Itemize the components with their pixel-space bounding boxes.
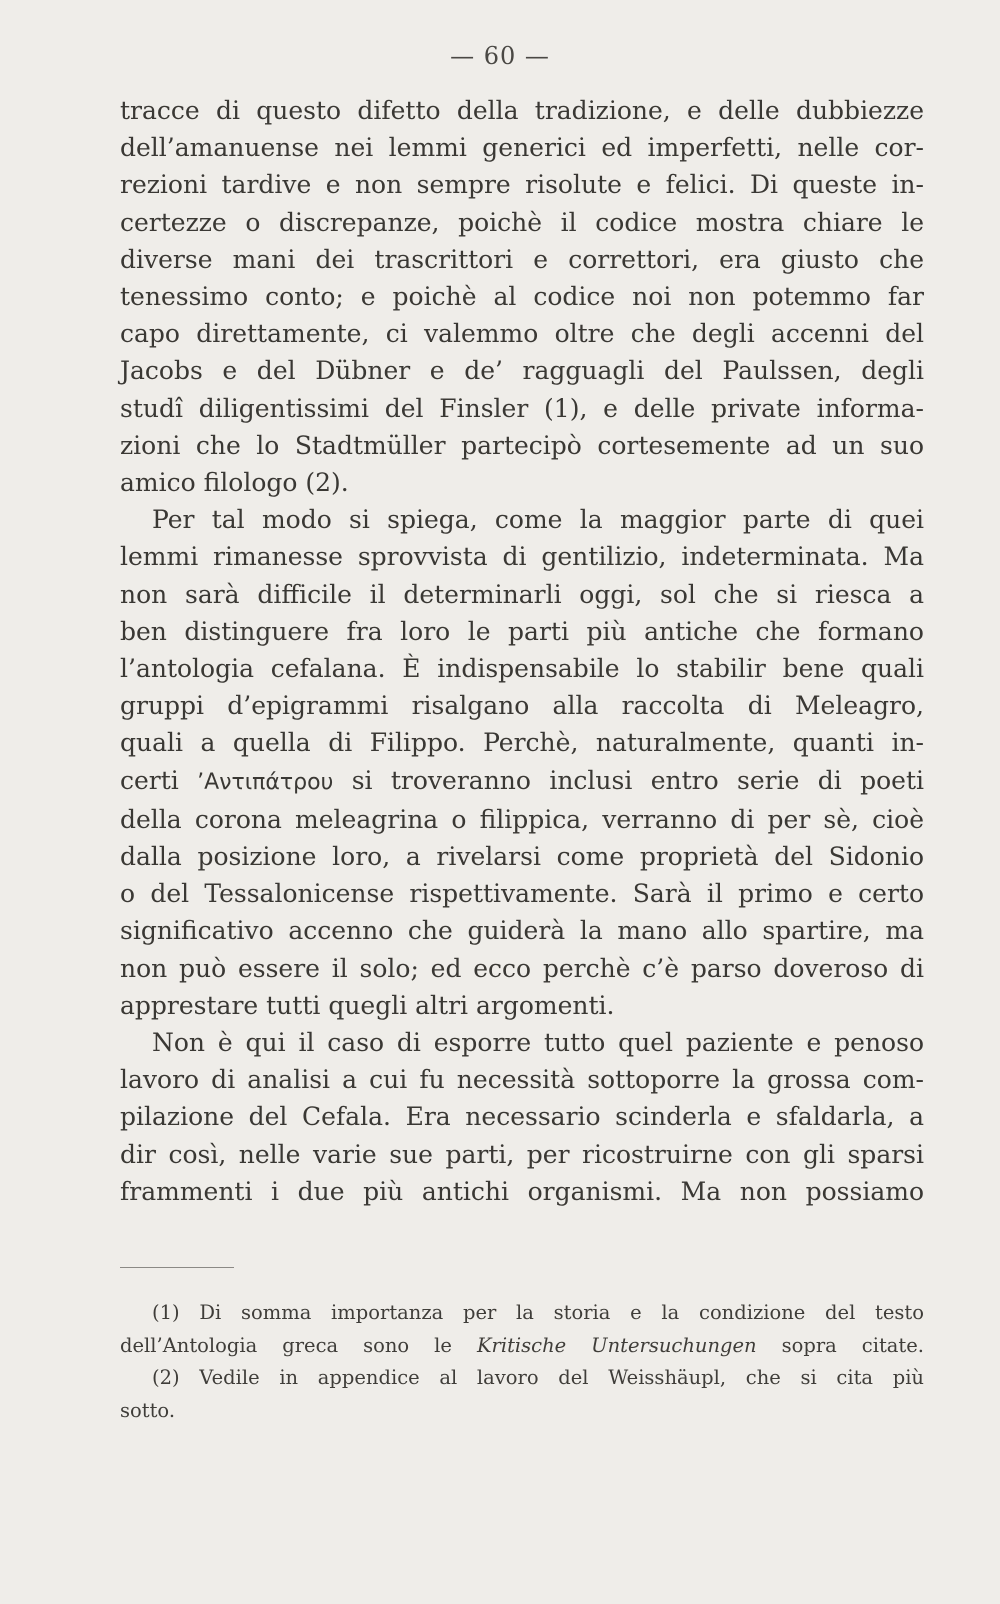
text-line: studî diligentissimi del Finsler (1), e delle private informa- xyxy=(120,393,924,423)
text-line: rezioni tardive e non sempre risolute e felici. Di queste in- xyxy=(120,170,924,200)
text-line: ben distinguere fra loro le parti più antiche che formano xyxy=(120,616,924,646)
footnote-2-line: (2) Vedile in appendice al lavoro del Weisshäupl, che si cita più xyxy=(152,1366,924,1389)
text-line: lemmi rimanesse sprovvista di gentilizio, indeterminata. Ma xyxy=(120,542,924,572)
text-segment: si troveranno inclusi entro serie di poeti xyxy=(333,765,924,795)
text-line: frammenti i due più antichi organismi. Ma non possiamo xyxy=(120,1176,924,1206)
text-line: diverse mani dei trascrittori e correttori, era giusto che xyxy=(120,244,924,274)
text-line: quali a quella di Filippo. Perchè, naturalmente, quanti in- xyxy=(120,728,924,758)
text-line: apprestare tutti quegli altri argomenti. xyxy=(120,990,615,1020)
text-segment: sopra citate. xyxy=(756,1333,924,1357)
text-line: non può essere il solo; ed ecco perchè c’è parso doveroso di xyxy=(120,953,924,983)
text-line: lavoro di analisi a cui fu necessità sottoporre la grossa com- xyxy=(120,1065,924,1095)
body-text xyxy=(120,92,924,1210)
text-line: certezze o discrepanze, poichè il codice mostra chiare le xyxy=(120,207,924,237)
text-line: tracce di questo difetto della tradizione, e delle dubbiezze xyxy=(120,96,924,125)
text-line: dalla posizione loro, a rivelarsi come proprietà del Sidonio xyxy=(120,842,924,872)
text-line: non sarà difficile il determinarli oggi, sol che si riesca a xyxy=(120,579,924,609)
text-segment: certi xyxy=(120,765,198,795)
text-line: Non è qui il caso di esporre tutto quel paziente e penoso xyxy=(152,1028,924,1058)
text-line: Jacobs e del Dübner e de’ ragguagli del Paulssen, degli xyxy=(120,356,924,386)
text-segment: dell’Antologia greca sono le xyxy=(120,1333,477,1357)
text-line: tenessimo conto; e poichè al codice noi non potemmo far xyxy=(120,282,924,312)
greek-word: ’Αντιπάτρου xyxy=(197,769,334,795)
text-line: della corona meleagrina o filippica, verranno di per sè, cioè xyxy=(120,804,924,834)
text-line: dell’amanuense nei lemmi generici ed imperfetti, nelle cor- xyxy=(120,133,924,163)
page-number: — 60 — xyxy=(450,42,550,70)
text-line: significativo accenno che guiderà la mano allo spartire, ma xyxy=(120,916,924,946)
text-line: gruppi d’epigrammi risalgano alla raccolta di Meleagro, xyxy=(120,691,924,721)
italic-title: Kritische Untersuchungen xyxy=(476,1333,757,1357)
text-line: dir così, nelle varie sue parti, per ricostruirne con gli sparsi xyxy=(120,1139,924,1169)
footnote-1-line: (1) Di somma importanza per la storia e la condizione del testo xyxy=(152,1301,924,1324)
text-line: zioni che lo Stadtmüller partecipò cortesemente ad un suo xyxy=(120,430,924,460)
text-line: amico filologo (2). xyxy=(120,468,349,498)
text-line: l’antologia cefalana. È indispensabile lo stabilir bene quali xyxy=(120,654,924,684)
text-line: o del Tessalonicense rispettivamente. Sarà il primo e certo xyxy=(120,879,924,909)
footnotes xyxy=(120,1297,924,1427)
footnote-separator xyxy=(120,1267,234,1268)
footnote-1-line xyxy=(120,1330,924,1363)
footnote-2-line: sotto. xyxy=(120,1398,176,1422)
text-line: Per tal modo si spiega, come la maggior parte di quei xyxy=(152,505,924,535)
text-line: pilazione del Cefala. Era necessario scinderla e sfaldarla, a xyxy=(120,1102,924,1132)
text-line: capo direttamente, ci valemmo oltre che degli accenni del xyxy=(120,319,924,349)
text-line-with-greek xyxy=(120,762,924,801)
